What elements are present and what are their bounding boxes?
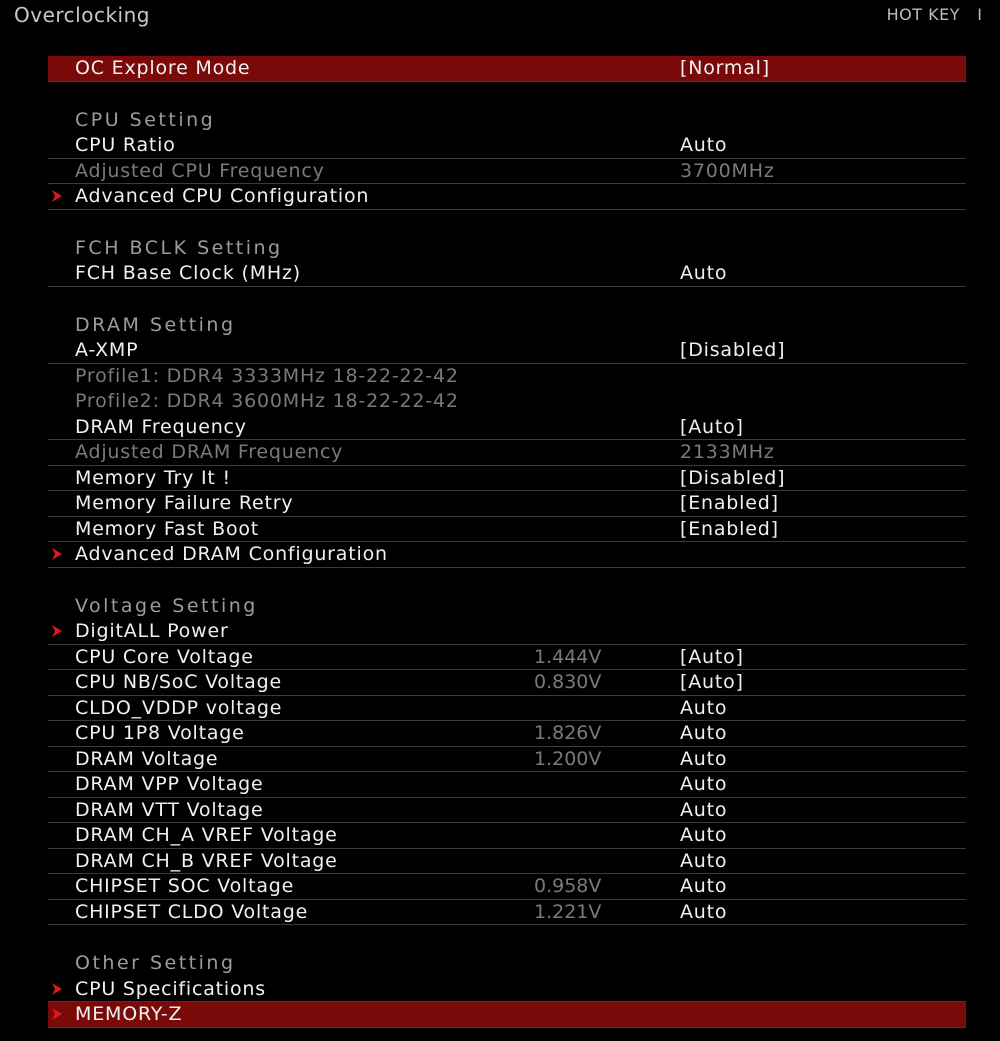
- submenu-arrow-icon: [50, 547, 64, 561]
- memory-fast-boot-label: Memory Fast Boot: [75, 517, 260, 540]
- cpu-1p8-voltage-reading: 1.826V: [534, 722, 602, 744]
- advanced-cpu-configuration-row[interactable]: [48, 184, 966, 210]
- adjusted-dram-frequency-label: Adjusted DRAM Frequency: [75, 441, 344, 463]
- digitall-power-label: DigitALL Power: [75, 620, 229, 642]
- memory-failure-retry-value[interactable]: [Enabled]: [680, 492, 779, 514]
- advanced-cpu-configuration-label: Advanced CPU Configuration: [75, 185, 370, 207]
- cldo-vddp-voltage-label: CLDO_VDDP voltage: [75, 696, 283, 719]
- cpu-core-voltage-row[interactable]: [48, 645, 966, 671]
- dram-frequency-value[interactable]: [Auto]: [680, 415, 744, 438]
- adjusted-cpu-frequency-value: 3700MHz: [680, 159, 775, 182]
- digitall-power-row[interactable]: [48, 619, 966, 645]
- profile2-label: Profile2: DDR4 3600MHz 18-22-22-42: [75, 390, 459, 412]
- fch-base-clock-row[interactable]: [48, 261, 966, 287]
- chipset-cldo-voltage-reading: 1.221V: [534, 900, 602, 923]
- cpu-1p8-voltage-label: CPU 1P8 Voltage: [75, 722, 245, 744]
- memory-z-label: MEMORY-Z: [75, 1003, 183, 1025]
- submenu-arrow-icon: [50, 982, 64, 996]
- dram-chb-vref-voltage-value[interactable]: Auto: [680, 849, 728, 872]
- chipset-soc-voltage-label: CHIPSET SOC Voltage: [75, 875, 295, 897]
- fch-base-clock-label: FCH Base Clock (MHz): [75, 262, 301, 284]
- cpu-1p8-voltage-row[interactable]: [48, 721, 966, 747]
- settings-panel: [48, 56, 966, 1028]
- dram-vtt-voltage-label: DRAM VTT Voltage: [75, 798, 264, 821]
- chipset-cldo-voltage-label: CHIPSET CLDO Voltage: [75, 900, 309, 923]
- dram-setting-header: [48, 313, 966, 339]
- section-title: Other Setting: [75, 952, 236, 974]
- submenu-arrow-icon: [50, 624, 64, 638]
- section-title: DRAM Setting: [75, 313, 236, 336]
- section-title: Voltage Setting: [75, 594, 258, 617]
- dram-vpp-voltage-label: DRAM VPP Voltage: [75, 773, 264, 795]
- fch-bclk-setting-header: [48, 236, 966, 262]
- chipset-soc-voltage-row[interactable]: [48, 874, 966, 900]
- oc-explore-mode-label: OC Explore Mode: [75, 57, 251, 79]
- section-title: FCH BCLK Setting: [75, 236, 283, 259]
- dram-vpp-voltage-row[interactable]: [48, 772, 966, 798]
- dram-voltage-row[interactable]: [48, 747, 966, 773]
- fch-base-clock-value[interactable]: Auto: [680, 262, 728, 284]
- cpu-specifications-row[interactable]: [48, 977, 966, 1003]
- cpu-core-voltage-label: CPU Core Voltage: [75, 645, 254, 668]
- chipset-cldo-voltage-value[interactable]: Auto: [680, 900, 728, 923]
- chipset-cldo-voltage-row[interactable]: [48, 900, 966, 926]
- cpu-nb-soc-voltage-reading: 0.830V: [534, 671, 602, 693]
- chipset-soc-voltage-reading: 0.958V: [534, 875, 602, 897]
- memory-fast-boot-value[interactable]: [Enabled]: [680, 517, 779, 540]
- dram-voltage-reading: 1.200V: [534, 747, 602, 770]
- cldo-vddp-voltage-value[interactable]: Auto: [680, 696, 728, 719]
- cpu-specifications-label: CPU Specifications: [75, 977, 266, 1000]
- page-title: Overclocking: [14, 3, 150, 27]
- cpu-setting-header: [48, 108, 966, 134]
- cpu-ratio-row[interactable]: [48, 133, 966, 159]
- chipset-soc-voltage-value[interactable]: Auto: [680, 875, 728, 897]
- cpu-core-voltage-reading: 1.444V: [534, 645, 602, 668]
- cldo-vddp-voltage-row[interactable]: [48, 696, 966, 722]
- adjusted-cpu-frequency-row: [48, 159, 966, 185]
- hotkey-separator: I: [977, 5, 982, 24]
- memory-try-it-row[interactable]: [48, 466, 966, 492]
- memory-failure-retry-label: Memory Failure Retry: [75, 492, 294, 514]
- a-xmp-label: A-XMP: [75, 339, 139, 361]
- cpu-1p8-voltage-value[interactable]: Auto: [680, 722, 728, 744]
- section-title: CPU Setting: [75, 108, 216, 131]
- profile2-row: [48, 389, 966, 415]
- dram-chb-vref-voltage-row[interactable]: [48, 849, 966, 875]
- dram-vpp-voltage-value[interactable]: Auto: [680, 773, 728, 795]
- dram-cha-vref-voltage-row[interactable]: [48, 823, 966, 849]
- oc-explore-mode-row[interactable]: [48, 56, 966, 82]
- dram-vtt-voltage-value[interactable]: Auto: [680, 798, 728, 821]
- dram-frequency-row[interactable]: [48, 415, 966, 441]
- memory-failure-retry-row[interactable]: [48, 491, 966, 517]
- cpu-core-voltage-value[interactable]: [Auto]: [680, 645, 744, 668]
- hotkey-button[interactable]: HOT KEY: [886, 5, 960, 24]
- memory-fast-boot-row[interactable]: [48, 517, 966, 543]
- dram-voltage-value[interactable]: Auto: [680, 747, 728, 770]
- memory-try-it-value[interactable]: [Disabled]: [680, 466, 786, 489]
- submenu-arrow-icon: [50, 1007, 64, 1021]
- submenu-arrow-icon: [50, 189, 64, 203]
- oc-explore-mode-value[interactable]: [Normal]: [680, 57, 770, 79]
- profile1-row: [48, 364, 966, 390]
- dram-cha-vref-voltage-label: DRAM CH_A VREF Voltage: [75, 824, 338, 846]
- dram-frequency-label: DRAM Frequency: [75, 415, 247, 438]
- a-xmp-row[interactable]: [48, 338, 966, 364]
- dram-chb-vref-voltage-label: DRAM CH_B VREF Voltage: [75, 849, 338, 872]
- memory-try-it-label: Memory Try It !: [75, 466, 231, 489]
- cpu-ratio-label: CPU Ratio: [75, 134, 176, 156]
- cpu-nb-soc-voltage-label: CPU NB/SoC Voltage: [75, 671, 282, 693]
- other-setting-header: [48, 951, 966, 977]
- advanced-dram-configuration-label: Advanced DRAM Configuration: [75, 543, 388, 565]
- memory-z-row[interactable]: [48, 1002, 966, 1028]
- dram-voltage-label: DRAM Voltage: [75, 747, 219, 770]
- profile1-label: Profile1: DDR4 3333MHz 18-22-22-42: [75, 364, 459, 387]
- dram-cha-vref-voltage-value[interactable]: Auto: [680, 824, 728, 846]
- voltage-setting-header: [48, 594, 966, 620]
- adjusted-cpu-frequency-label: Adjusted CPU Frequency: [75, 159, 325, 182]
- cpu-ratio-value[interactable]: Auto: [680, 134, 728, 156]
- cpu-nb-soc-voltage-value[interactable]: [Auto]: [680, 671, 744, 693]
- adjusted-dram-frequency-value: 2133MHz: [680, 441, 775, 463]
- dram-vtt-voltage-row[interactable]: [48, 798, 966, 824]
- adjusted-dram-frequency-row: [48, 440, 966, 466]
- cpu-nb-soc-voltage-row[interactable]: [48, 670, 966, 696]
- a-xmp-value[interactable]: [Disabled]: [680, 339, 786, 361]
- advanced-dram-configuration-row[interactable]: [48, 542, 966, 568]
